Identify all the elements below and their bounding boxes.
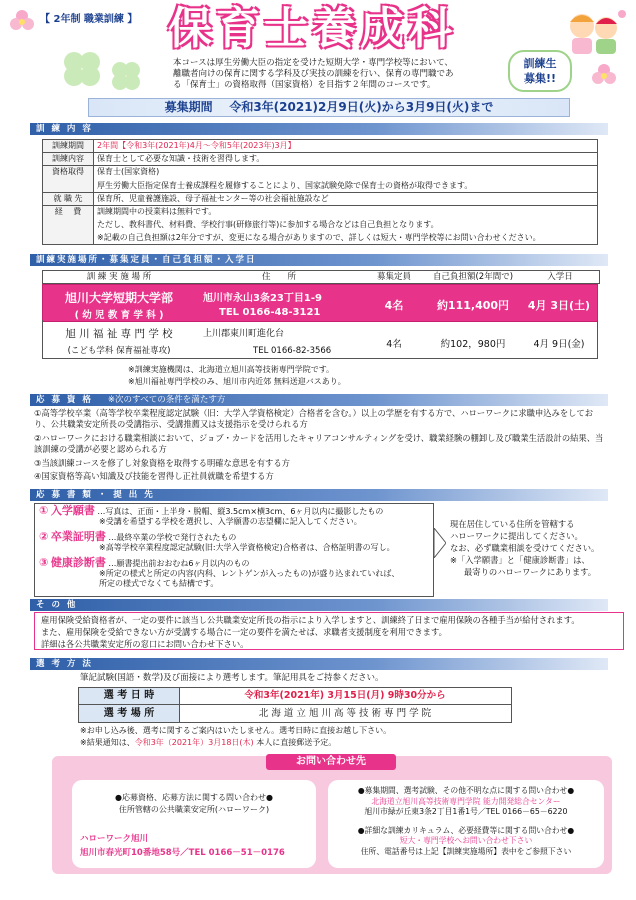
- location-start-date: 4月 3日(土): [527, 299, 591, 312]
- contact-right-org: 北海道立旭川高等技術専門学院 能力開発総合センター: [371, 796, 561, 806]
- row-line: 保育士として必要な知識・技術を習得します。: [97, 154, 265, 163]
- document-num: ③: [39, 556, 49, 569]
- documents-box: [34, 503, 434, 597]
- course-tag: 【 2年制 職業訓練 】: [40, 14, 138, 25]
- list-item: ③当該訓練コースを修了し対象資格を取得する明確な意思を有する方: [34, 458, 290, 468]
- contact-title: お問い合わせ先: [266, 754, 396, 770]
- row-line: 保育士(国家資格): [97, 167, 160, 176]
- row-line: 厚生労働大臣指定保育士養成課程を履修することにより、国家試験免除で保育士の資格が取得できます。: [97, 181, 473, 190]
- section-title: [36, 394, 225, 406]
- location-tel: TEL 0166-82-3566: [253, 346, 332, 356]
- location-note: ※訓練実施機関は、北海道立旭川高等技術専門学院です。: [128, 365, 335, 374]
- document-name: 入学願書: [50, 504, 95, 517]
- col-header: 募集定員: [376, 272, 411, 282]
- location-start-date: 4月 9日(金): [533, 339, 585, 350]
- list-item: ①高等学校卒業（高等学校卒業程度認定試験（旧：大学入学資格検定）合格者を含む。）以上の学歴を有する方で、ハローワークに求職申込みをしており、公共職業安定所長の受講指示、受講推薦又は支援指示を受けられる方: [34, 408, 594, 429]
- row-value: [94, 206, 598, 245]
- selection-place-value: 北 海 道 立 旭 川 高 等 技 術 専 門 学 院: [258, 708, 432, 719]
- recruit-badge: [508, 50, 572, 92]
- section-title: そ の 他: [36, 600, 78, 610]
- row-value: [94, 140, 598, 153]
- table-row: [43, 193, 598, 206]
- location-sub: ( 幼 児 教 育 学 科 ): [74, 310, 164, 321]
- selection-note-a: ※結果通知は、: [80, 738, 135, 747]
- eligibility-list: [34, 408, 608, 481]
- row-value: [94, 153, 598, 166]
- document-note: ※高等学校卒業程度認定試験(旧:大学入学資格検定)合格者は、合格証明書の写し。: [99, 543, 395, 552]
- intro-text: 本コースは厚生労働大臣の指定を受けた短期大学・専門学校等において、離職者向けの保育に関する学科及び実技の訓練を行い、保育の専門職である「保育士」の資格取得（国家資格）を目指す２年間のコースです。: [173, 58, 454, 90]
- location-sub: (こども学科 保育福祉専攻): [67, 346, 171, 356]
- period-value: 令和3年(2021)2月9日(火)から3月9日(火)まで: [229, 100, 494, 114]
- row-line: 2年間【令和3年(2021年)4月～令和5年(2023年)3月】: [97, 141, 296, 150]
- other-box: [34, 612, 624, 650]
- document-note: ※所定の様式と所定の内容(内科、レントゲンが入ったもの)が盛り込まれていれば、 所定の様式でなくても結構です。: [99, 569, 400, 588]
- document-item: [39, 532, 395, 553]
- list-item: ④国家資格等高い知識及び技能を習得し正社員就職を希望する方: [34, 470, 274, 481]
- list-item: ②ハローワークにおける職業相談において、ジョブ・カードを活用したキャリアコンサルティングを受け、職業経験の棚卸し及び職業生活設計の結果、当該訓練の受講が必要と認められる方: [34, 433, 604, 454]
- contact-left-addr: 旭川市春光町10番地58号／TEL 0166－51－0176: [80, 848, 285, 858]
- section-subtitle: ※次のすべての条件を満たす方: [107, 395, 226, 405]
- section-title: 応 募 書 類 ・ 提 出 先: [36, 490, 155, 500]
- location-tel: TEL 0166-48-3121: [219, 307, 321, 318]
- row-line: ただし、教科書代、材料費、学校行事(研修旅行等)に参加する場合などは自己負担となります。: [97, 220, 439, 229]
- clover-decoration-icon: [34, 40, 154, 96]
- contact-right-addr: 旭川市緑が丘東3条2丁目1番1号／TEL 0166－65－6220: [364, 807, 568, 816]
- recruit-badge-text: 訓練生 募集!!: [523, 57, 557, 85]
- selection-note-c: 本人に直接郵送予定。: [253, 738, 337, 747]
- children-illustration-icon: [560, 6, 628, 56]
- page-title: 保育士養成科: [168, 3, 456, 54]
- selection-date-value: 令和3年(2021年) 3月15日(月) 9時30分から: [179, 688, 511, 705]
- document-num: ②: [39, 530, 49, 543]
- contact-left-box: [72, 780, 316, 868]
- location-note: ※旭川福祉専門学校のみ、旭川市内近郊 無料送迎バスあり。: [128, 377, 346, 386]
- contact-left-head: ●応募資格、応募方法に関する問い合わせ●: [115, 793, 273, 802]
- flower-decoration-left-icon: [8, 8, 36, 36]
- document-name: 卒業証明書: [50, 530, 106, 543]
- contact-panel: [52, 756, 612, 874]
- other-line: 詳細は各公共職業安定所の窓口にお問い合わせ下さい。: [41, 639, 249, 649]
- location-capacity: 4名: [384, 299, 404, 312]
- table-row: [43, 166, 598, 193]
- recruit-period-bar: [88, 98, 570, 117]
- col-header: 入学日: [547, 272, 573, 282]
- documents-arrow-icon: [434, 528, 446, 558]
- locations-header-row: [42, 270, 600, 284]
- location-address: 旭川市永山3条23丁目1-9: [203, 293, 322, 304]
- contact-right-box: [328, 780, 604, 868]
- submit-line: 最寄りのハローワークにあります。: [464, 567, 597, 577]
- section-title: 訓 練 内 容: [36, 124, 93, 134]
- training-content-table: [42, 139, 598, 245]
- submit-line: 現在居住している住所を管轄する: [450, 519, 575, 529]
- table-row: [43, 153, 598, 166]
- selection-intro: 筆記試験(国語・数学)及び面接により選考します。筆記用具をご持参ください。: [80, 673, 384, 683]
- location-capacity: 4名: [386, 339, 402, 350]
- document-desc: …願書提出前おおむね6ヶ月以内のもの: [108, 559, 250, 568]
- document-note: ※受講を希望する学校を選択し、入学願書の志望欄に記入してください。: [99, 517, 362, 526]
- other-line: 雇用保険受給資格者が、一定の要件に該当し公共職業安定所長の指示により入学しますと、訓練終了日まで雇用保険の各種手当が給付されます。: [41, 615, 580, 625]
- location-row-highlight: [42, 284, 598, 322]
- document-item: [39, 506, 383, 527]
- period-label: 募集期間: [164, 100, 213, 114]
- submit-line: ハローワークに提出してください。: [450, 531, 583, 541]
- selection-table: [78, 687, 512, 723]
- contact-left-sub: 住所管轄の公共職業安定所(ハローワーク): [118, 805, 270, 814]
- table-row: [43, 140, 598, 153]
- row-key: 経 費: [43, 206, 94, 245]
- section-selection-header: [30, 658, 608, 670]
- section-title-text: 応 募 資 格: [36, 395, 93, 405]
- row-value: [94, 193, 598, 206]
- location-address: 上川郡東川町進化台: [203, 329, 285, 339]
- location-name: 旭 川 福 祉 専 門 学 校: [65, 328, 173, 340]
- section-documents-header: [30, 489, 608, 501]
- section-title: 選 考 方 法: [36, 659, 93, 669]
- row-key: 就 職 先: [43, 193, 94, 206]
- location-cost: 約102，980円: [440, 339, 506, 350]
- document-name: 健康診断書: [50, 556, 106, 569]
- section-eligibility-header: [30, 394, 608, 406]
- selection-place-label: 選 考 場 所: [79, 705, 180, 722]
- selection-date-label: 選 考 日 時: [79, 688, 180, 705]
- document-item: [39, 558, 399, 589]
- row-line: 保育所、児童養護施設、母子福祉センター等の社会福祉施設など: [97, 194, 329, 203]
- document-desc: …写真は、正面・上半身・脱帽、縦3.5cm×横3cm、6ヶ月以内に撮影したもの: [97, 507, 384, 516]
- contact-right-note: 住所、電話番号は上記【訓練実施場所】表中をご参照下さい: [360, 846, 572, 856]
- location-row: [42, 320, 598, 359]
- locations-table: [42, 270, 598, 362]
- location-cost: 約111,400円: [436, 299, 510, 312]
- col-header: 住 所: [261, 272, 296, 282]
- submit-line: なお、必ず職業相談を受けてください。: [450, 543, 600, 553]
- document-desc: …最終卒業の学校で発行されたもの: [108, 533, 237, 542]
- contact-left-name: ハローワーク旭川: [80, 834, 149, 844]
- row-value: [94, 166, 598, 193]
- contact-right-head2: ●詳細な訓練カリキュラム、必要経費等に関する問い合わせ●: [357, 825, 575, 835]
- selection-note: [80, 737, 336, 748]
- selection-note: ※お申し込み後、選考に関するご案内はいたしません。選考日時に直接お越し下さい。: [80, 726, 392, 735]
- col-header: 自己負担額(2年間で): [432, 272, 514, 282]
- col-header: 訓 練 実 施 場 所: [86, 272, 152, 282]
- table-row: [43, 206, 598, 245]
- row-line: ※記載の自己負担額は2年分ですが、変更になる場合がありますので、詳しくは短大・専門学校等にお問い合わせください。: [97, 233, 541, 242]
- submit-line: ※「入学願書」と「健康診断書」は、: [450, 555, 590, 565]
- flower-decoration-right-icon: [590, 62, 618, 90]
- location-name: 旭川大学短期大学部: [64, 291, 173, 305]
- contact-right-org2: 短大・専門学校へお問い合わせ下さい: [399, 836, 533, 845]
- row-key: 訓練内容: [43, 153, 94, 166]
- contact-right-head: ●募集期間、選考試験、その他不明な点に関する問い合わせ●: [357, 786, 575, 795]
- section-training-header: [30, 123, 608, 135]
- section-title: 訓練実施場所・募集定員・自己負担額・入学日: [36, 255, 257, 265]
- row-line: 訓練期間中の授業料は無料です。: [97, 207, 217, 216]
- document-num: ①: [39, 504, 49, 517]
- row-key: 資格取得: [43, 166, 94, 193]
- other-line: また、雇用保険を受給できない方が受講する場合に一定の要件を満たせば、求職者支援制度を利用できます。: [41, 627, 447, 637]
- row-key: 訓練期間: [43, 140, 94, 153]
- selection-note-date: 令和3年（2021年）3月18日(木): [134, 738, 254, 747]
- section-locations-header: [30, 254, 608, 266]
- documents-submit-info: [450, 518, 622, 578]
- section-other-header: [30, 599, 608, 611]
